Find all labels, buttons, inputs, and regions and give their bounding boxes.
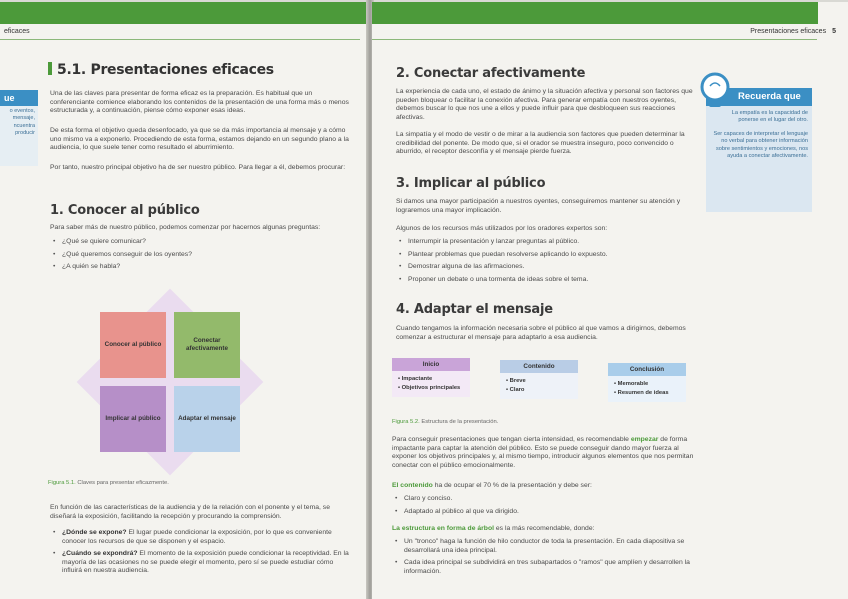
- recuerda-title: Recuerda que: [738, 91, 801, 102]
- heading-conectar: 2. Conectar afectivamente: [396, 66, 586, 81]
- recursos-list: [398, 238, 688, 288]
- side-note-label: ue: [0, 90, 38, 106]
- adaptar-paragraph-1: Cuando tengamos la información necesaria sobre el público al que vamos a dirigirnos, debemos comenzar a estructurar el mensaje para adaptarlo a esa audiencia.: [396, 325, 686, 341]
- intro-paragraph-3: Por tanto, nuestro principal objetivo ha de ser nuestro público. Para llegar a él, debemos procurar:: [50, 164, 346, 171]
- recuerda-text: La empatía es la capacidad de ponerse en el lugar del otro. Ser capaces de interpretar el lenguaje no verbal para obtener información sobre sentimientos y emociones, nos ayuda a conectar afectivamente.: [713, 110, 808, 160]
- structure-title: Contenido: [500, 360, 578, 373]
- title-marker: [48, 62, 52, 75]
- top-color-band: [372, 2, 818, 24]
- diagram-box-conectar: Conectar afectivamente: [174, 312, 240, 378]
- recuerda-box: [706, 88, 812, 212]
- adaptar-paragraph-2: Para conseguir presentaciones que tengan cierta intensidad, es recomendable empezar de forma impactante para captar la atención del público. Esto se puede conseguir dando mayor fuerza al exponer los objetivos principales y, al mismo tiempo, introducir algunos elementos que nos permitan conectar con el público emocionalmente.: [392, 436, 694, 469]
- contenido-paragraph: El contenido ha de ocupar el 70 % de la presentación y debe ser:: [392, 482, 592, 489]
- side-note-text: o eventos, mensaje, ncuentra producir: [9, 108, 35, 137]
- arbol-paragraph: La estructura en forma de árbol es la más recomendable, donde:: [392, 525, 595, 532]
- structure-title: Conclusión: [608, 363, 686, 376]
- list-item: • ¿Qué queremos conseguir de los oyentes?: [52, 251, 342, 260]
- questions-list: [52, 238, 342, 276]
- list-item: • Interrumpir la presentación y lanzar preguntas al público.: [398, 238, 688, 247]
- running-header: Presentaciones eficaces 5: [750, 28, 836, 35]
- list-item: • ¿Cuándo se expondrá? El momento de la exposición puede condicionar la receptividad. En la mayoría de las ocasiones no se puede elegir el momento, pero sí se puede estudiar cómo influirá en nuestra audiencia.: [52, 550, 352, 576]
- list-item: • Cada idea principal se subdividirá en tres subapartados o "ramos" que amplíen y desarrollen la información.: [394, 559, 690, 576]
- keys-diagram: [80, 292, 260, 472]
- heading-conocer: 1. Conocer al público: [50, 203, 200, 218]
- implicar-paragraph-1: Si damos una mayor participación a nuestros oyentes, conseguiremos mantener su atención y lograremos una mayor implicación.: [396, 198, 681, 214]
- list-item: • Plantear problemas que puedan resolverse aplicando lo expuesto.: [398, 251, 688, 260]
- section-title: 5.1. Presentaciones eficaces: [48, 62, 274, 78]
- figure-caption-2: Figura 5.2. Estructura de la presentación.: [392, 419, 499, 425]
- list-item: • Demostrar alguna de las afirmaciones.: [398, 263, 688, 272]
- list-item: • Proponer un debate o una tormenta de ideas sobre el tema.: [398, 276, 688, 285]
- list-item: • Claro y conciso.: [394, 495, 690, 504]
- conectar-paragraph-2: La simpatía y el modo de vestir o de mirar a la audiencia son factores que pueden determinar la credibilidad del ponente. De modo que, si el orador se muestra inseguro, poco convencido o aburrido, el receptor desconfía y el mensaje pierde fuerza.: [396, 131, 685, 156]
- contenido-list: [394, 495, 690, 520]
- intro-paragraph-2: De esta forma el objetivo queda desenfocado, ya que se da más importancia al mensaje y a cómo uno mismo va a exponerlo. Procediendo de esta forma, estamos dejando en un segundo plano a la audiencia, lo que suele tener como resultado el aburrimiento.: [50, 127, 349, 152]
- list-item: • Adaptado al público al que va dirigido.: [394, 508, 690, 517]
- structure-item: • Memorable: [614, 380, 680, 389]
- heading-adaptar: 4. Adaptar el mensaje: [396, 302, 553, 317]
- structure-box-contenido: [500, 360, 578, 399]
- page-number: 5: [832, 28, 836, 35]
- structure-item: • Resumen de ideas: [614, 389, 680, 398]
- left-page: [0, 2, 368, 599]
- running-header: eficaces: [4, 28, 30, 35]
- lightbulb-icon: [698, 72, 732, 110]
- top-color-band: [0, 2, 368, 24]
- list-item: • ¿Qué se quiere comunicar?: [52, 238, 342, 247]
- implicar-paragraph-2: Algunos de los recursos más utilizados por los oradores expertos son:: [396, 225, 608, 232]
- structure-box-inicio: [392, 358, 470, 397]
- structure-item: • Impactante: [398, 375, 464, 384]
- structure-box-conclusion: [608, 363, 686, 402]
- arbol-list: [394, 538, 690, 580]
- heading-implicar: 3. Implicar al público: [396, 176, 546, 191]
- intro-paragraph-1: Una de las claves para presentar de forma eficaz es la preparación. Es habitual que un conferenciante comience elaborando los contenidos de la presentación de una forma más o menos estructurada y, a continuación, piense cómo exponer esas ideas.: [50, 90, 349, 115]
- diagram-box-conocer: Conocer al público: [100, 312, 166, 378]
- list-item: • ¿A quién se habla?: [52, 263, 342, 272]
- structure-item: • Claro: [506, 386, 572, 395]
- bottom-paragraph: En función de las características de la audiencia y de la relación con el ponente y el tema, se diseñará la exposición, facilitando la recepción y procurando la comprensión.: [50, 504, 330, 520]
- diagram-box-adaptar: Adaptar el mensaje: [174, 386, 240, 452]
- side-note-tab: [0, 90, 38, 166]
- list-item: • Un "tronco" haga la función de hilo conductor de toda la presentación. En cada diapositiva se desarrollará una idea principal.: [394, 538, 690, 555]
- list-item: • ¿Dónde se expone? El lugar puede condicionar la exposición, por lo que es conveniente conocer los recursos de que se disponen y el espacio.: [52, 529, 352, 546]
- diagram-box-implicar: Implicar al público: [100, 386, 166, 452]
- where-when-list: [52, 529, 352, 580]
- structure-item: • Objetivos principales: [398, 384, 464, 393]
- header-rule: [0, 39, 360, 40]
- structure-title: Inicio: [392, 358, 470, 371]
- figure-caption-1: Figura 5.1. Claves para presentar eficazmente.: [48, 480, 169, 486]
- conocer-paragraph: Para saber más de nuestro público, podemos comenzar por hacernos algunas preguntas:: [50, 224, 321, 231]
- structure-item: • Breve: [506, 377, 572, 386]
- right-page: [372, 2, 848, 599]
- conectar-paragraph-1: La experiencia de cada uno, el estado de ánimo y la situación afectiva y personal son factores que pueden bloquear o facilitar la conexión afectiva. Para generar empatía con nuestros oyentes, debemos buscar lo que nos une a ellos y puede influir para que desbloqueen sus reacciones afectivas.: [396, 88, 693, 121]
- header-rule: [372, 39, 817, 40]
